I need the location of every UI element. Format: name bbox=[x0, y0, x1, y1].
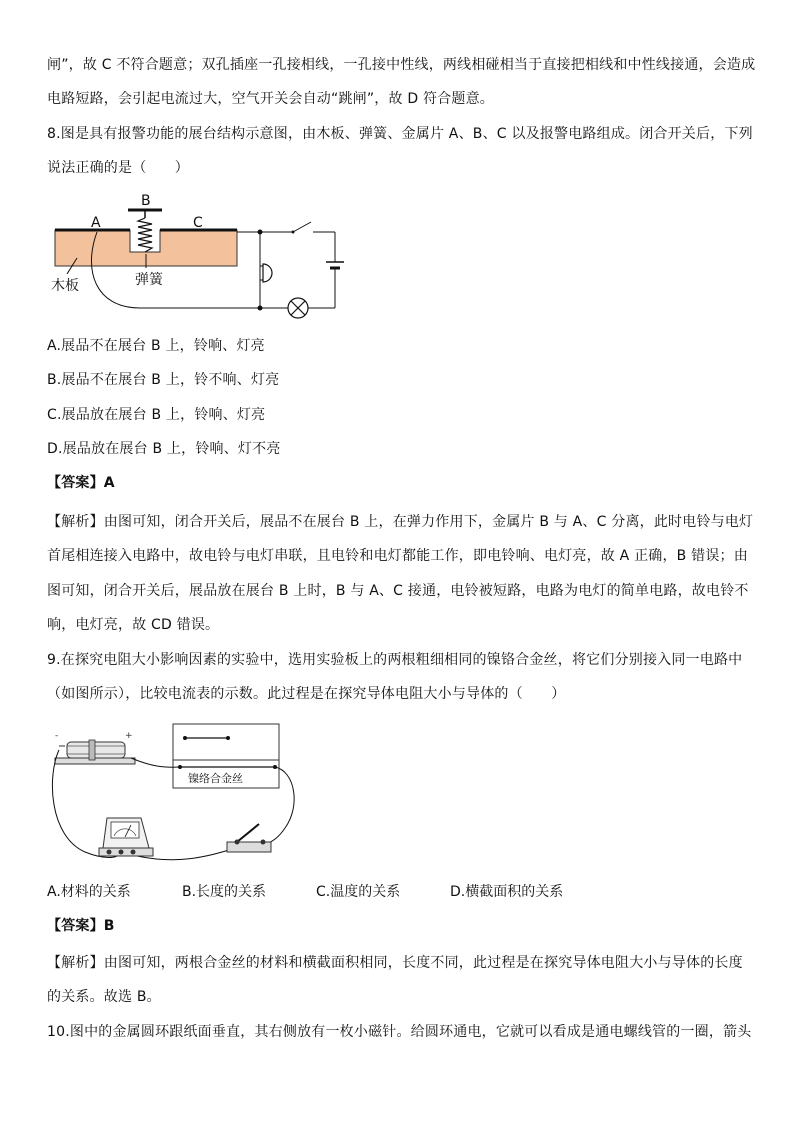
explanation-8: 响，电灯亮，故 CD 错误。 bbox=[47, 617, 220, 633]
option-c: C.温度的关系 bbox=[316, 884, 401, 900]
figure-exhibit-alarm bbox=[45, 190, 345, 320]
rheostat bbox=[67, 742, 125, 758]
option-d: D.展品放在展台 B 上，铃响、灯不亮 bbox=[47, 441, 281, 457]
question-10-text: 10.图中的金属圆环跟纸面垂直，其右侧放有一枚小磁针。给圆环通电，它就可以看成是通电螺线管的一圈，箭头 bbox=[47, 1024, 752, 1040]
explanation-8: 图可知，闭合开关后，展品放在展台 B 上时，B 与 A、C 接通，电铃被短路，电路为电灯的简单电路，故电铃不 bbox=[47, 583, 749, 599]
question-8-text: 说法正确的是（ ） bbox=[47, 160, 189, 176]
question-8-text: 8.图是具有报警功能的展台结构示意图，由木板、弹簧、金属片 A、B、C 以及报警电路组成。闭合开关后，下列 bbox=[47, 126, 753, 142]
svg-text:-: - bbox=[55, 731, 59, 741]
label-b: B bbox=[141, 193, 151, 209]
label-board: 木板 bbox=[51, 278, 79, 294]
question-9-text: 9.在探究电阻大小影响因素的实验中，选用实验板上的两根粗细相同的镍铬合金丝，将它们分别接入同一电路中 bbox=[47, 652, 743, 668]
label-c: C bbox=[193, 215, 203, 231]
figure-resistance-experiment bbox=[45, 716, 315, 868]
option-b: B.展品不在展台 B 上，铃不响、灯亮 bbox=[47, 372, 280, 388]
spring bbox=[138, 218, 152, 252]
option-a: A.材料的关系 bbox=[47, 884, 131, 900]
text-line: 闸”，故 C 不符合题意；双孔插座一孔接相线，一孔接中性线，两线相碰相当于直接把相线和中性线接通，会造成 bbox=[47, 57, 756, 73]
question-9-text: （如图所示），比较电流表的示数。此过程是在探究导体电阻大小与导体的（ ） bbox=[47, 686, 566, 702]
wire-label: 镍络合金丝 bbox=[188, 772, 243, 785]
answer-9: 【答案】B bbox=[47, 918, 115, 934]
explanation-8: 首尾相连接入电路中，故电铃与电灯串联，且电铃和电灯都能工作，即电铃响、电灯亮，故 A 正确，B 错误；由 bbox=[47, 548, 748, 564]
svg-text:+: + bbox=[125, 731, 133, 741]
explanation-9: 【解析】由图可知，两根合金丝的材料和横截面积相同，长度不同，此过程是在探究导体电阻大小与导体的长度 bbox=[47, 955, 743, 971]
label-spring: 弹簧 bbox=[135, 272, 163, 288]
explanation-9: 的关系。故选 B。 bbox=[47, 989, 161, 1005]
explanation-8: 【解析】由图可知，闭合开关后，展品不在展台 B 上，在弹力作用下，金属片 B 与 A、C 分离，此时电铃与电灯 bbox=[47, 514, 754, 530]
option-a: A.展品不在展台 B 上，铃响、灯亮 bbox=[47, 338, 265, 354]
bell bbox=[263, 264, 272, 282]
option-d: D.横截面积的关系 bbox=[450, 884, 564, 900]
switch bbox=[293, 222, 311, 232]
option-c: C.展品放在展台 B 上，铃响、灯亮 bbox=[47, 407, 266, 423]
text-line: 电路短路，会引起电流过大，空气开关会自动“跳闸”，故 D 符合题意。 bbox=[47, 91, 494, 107]
option-b: B.长度的关系 bbox=[182, 884, 267, 900]
label-a: A bbox=[91, 215, 101, 231]
answer-8: 【答案】A bbox=[47, 475, 115, 491]
